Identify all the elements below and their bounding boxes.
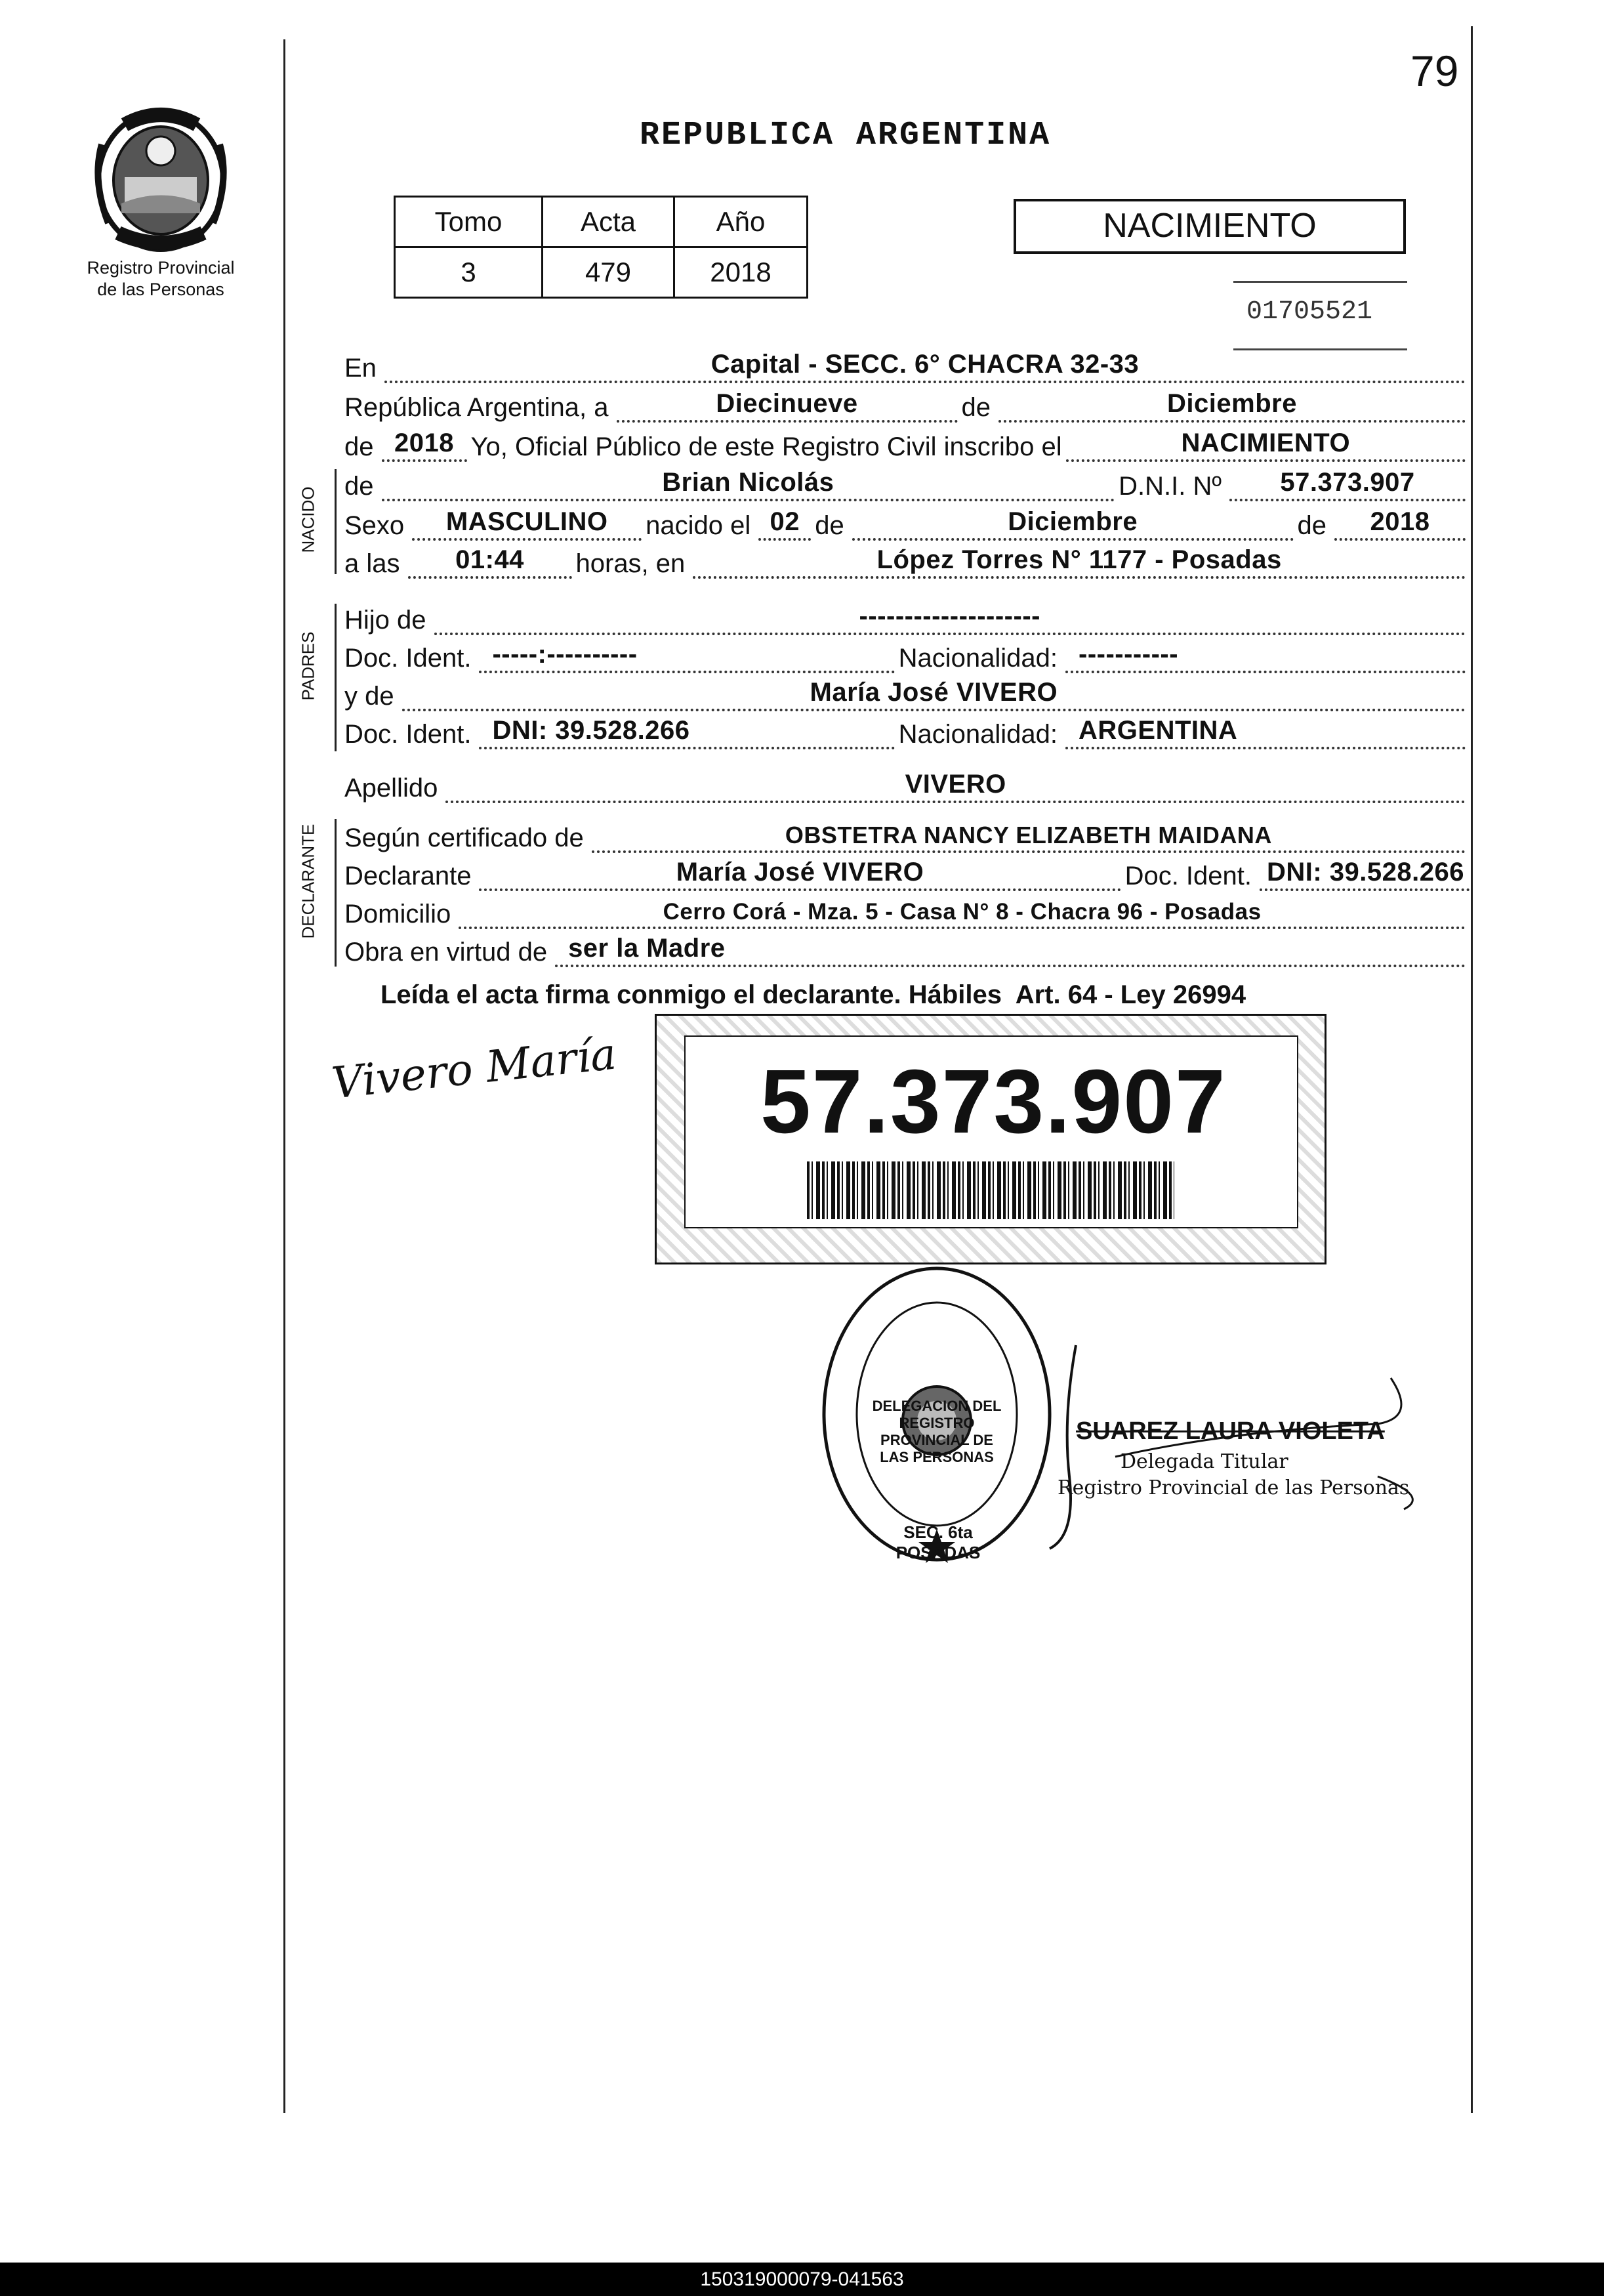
hijo-label: Hijo de <box>344 606 426 635</box>
padres-section-line <box>335 604 337 751</box>
dom-field <box>459 899 1466 929</box>
sexo-value: MASCULINO <box>445 507 608 536</box>
row-domicilio <box>344 892 1470 929</box>
org-line2: de las Personas <box>97 280 224 299</box>
row-certificado <box>344 816 1470 853</box>
sexo-label: Sexo <box>344 511 405 540</box>
register-table <box>394 196 808 299</box>
mother-nat-value: ARGENTINA <box>1079 716 1238 745</box>
birth-day-value: 02 <box>770 507 800 536</box>
dni-sticker-number: 57.373.907 <box>760 1051 1227 1152</box>
rep-label: República Argentina, a <box>344 393 609 422</box>
province-crest-icon <box>85 105 236 256</box>
org-name <box>59 257 262 301</box>
dom-label: Domicilio <box>344 900 451 929</box>
register-value-row <box>395 247 808 298</box>
dni-sticker-inner <box>684 1035 1298 1228</box>
father-field <box>434 602 1466 635</box>
decl-doc-field <box>1260 858 1470 891</box>
left-margin-line <box>283 39 285 2113</box>
sexo-field <box>412 507 642 541</box>
decl-doc-label: Doc. Ident. <box>1124 862 1252 890</box>
row-sexo <box>344 504 1470 541</box>
de-label: de <box>961 393 991 422</box>
barcode-icon <box>807 1161 1174 1219</box>
row-obra <box>344 930 1470 967</box>
year-field <box>382 428 467 462</box>
serial-number: 01705521 <box>1246 297 1373 327</box>
officer-org: Registro Provincial de las Personas <box>1058 1476 1410 1499</box>
declarante-section-line <box>335 819 337 967</box>
dom-value: Cerro Corá - Mza. 5 - Casa N° 8 - Chacra 96 - Posadas <box>663 899 1262 925</box>
en-label: En <box>344 354 377 383</box>
cert-value: OBSTETRA NANCY ELIZABETH MAIDANA <box>785 822 1272 848</box>
father-nat-label: Nacionalidad: <box>898 644 1058 673</box>
decl-doc-value: DNI: 39.528.266 <box>1266 858 1464 887</box>
document-title: REPUBLICA ARGENTINA <box>640 117 1052 154</box>
anio-value: 2018 <box>674 247 808 298</box>
mother-doc-field <box>479 716 894 749</box>
row-en <box>344 346 1470 383</box>
name-field <box>382 468 1115 501</box>
birth-month-field <box>852 507 1294 541</box>
father-doc-field <box>479 640 894 673</box>
obra-value: ser la Madre <box>568 934 726 963</box>
name-value: Brian Nicolás <box>662 468 834 497</box>
decl-value: María José VIVERO <box>676 858 924 887</box>
de-label-2: de <box>344 432 374 461</box>
row-hijo <box>344 598 1470 635</box>
officer-title: Delegada Titular <box>1121 1450 1288 1473</box>
time-field <box>408 545 572 579</box>
birth-day-field <box>758 507 811 541</box>
place-value: López Torres N° 1177 - Posadas <box>876 545 1282 574</box>
cert-label: Según certificado de <box>344 824 584 852</box>
decl-field <box>479 858 1121 891</box>
page-number: 79 <box>1410 47 1459 95</box>
act-type-box: NACIMIENTO <box>1014 199 1406 254</box>
day-value: Diecinueve <box>716 389 858 418</box>
anio-header: Año <box>674 197 808 247</box>
officer-signature-stroke-icon <box>1037 1339 1430 1555</box>
right-margin-line <box>1471 26 1473 2113</box>
apellido-field <box>445 770 1466 803</box>
mother-field <box>402 678 1466 711</box>
org-line1: Registro Provincial <box>87 258 235 278</box>
footer-code: 150319000079-041563 <box>0 2263 1604 2296</box>
alas-label: a las <box>344 549 400 578</box>
declarante-section-label: DECLARANTE <box>298 824 318 939</box>
time-value: 01:44 <box>455 545 524 574</box>
tomo-value: 3 <box>395 247 543 298</box>
father-nat-value: ----------- <box>1079 640 1179 669</box>
row-mother-doc <box>344 713 1470 749</box>
dni-value: 57.373.907 <box>1280 468 1415 497</box>
oficial-text: Yo, Oficial Público de este Registro Civil inscribo el <box>470 432 1062 461</box>
en-value: Capital - SECC. 6° CHACRA 32-33 <box>710 350 1140 379</box>
officer-name: SUAREZ LAURA VIOLETA <box>1076 1417 1385 1445</box>
cert-field <box>592 823 1466 853</box>
birth-year-value: 2018 <box>1370 507 1430 536</box>
apellido-label: Apellido <box>344 774 438 803</box>
mother-nat-field <box>1065 716 1466 749</box>
dni-field <box>1229 468 1466 501</box>
obra-label: Obra en virtud de <box>344 938 548 967</box>
seal-inner-text: SEC. 6ta POSADAS <box>895 1522 981 1562</box>
dni-sticker <box>655 1014 1326 1264</box>
place-field <box>693 545 1466 579</box>
declarant-signature: Vivero María <box>329 1028 619 1109</box>
nacido-de-label: de <box>344 472 374 501</box>
row-hora <box>344 542 1470 579</box>
father-nat-field <box>1065 640 1466 673</box>
birth-month-value: Diciembre <box>1008 507 1138 536</box>
horas-label: horas, en <box>575 549 686 578</box>
row-nacido-nombre <box>344 465 1470 501</box>
day-field <box>617 389 958 423</box>
year-value: 2018 <box>394 428 454 457</box>
nacido-section-line <box>335 469 337 574</box>
type-value: NACIMIENTO <box>1181 428 1351 457</box>
row-fecha <box>344 386 1470 423</box>
row-declarante <box>344 854 1470 891</box>
dni-label: D.N.I. Nº <box>1119 472 1222 501</box>
mother-doc-value: DNI: 39.528.266 <box>492 716 690 745</box>
type-field <box>1066 428 1466 462</box>
mother-doc-label: Doc. Ident. <box>344 720 472 749</box>
serial-box <box>1233 281 1407 350</box>
birth-de-label: de <box>815 511 844 540</box>
nacido-el-label: nacido el <box>646 511 751 540</box>
birth-year-field <box>1334 507 1466 541</box>
month-field <box>998 389 1466 423</box>
closing-text: Leída el acta firma conmigo el declarante. Hábiles Art. 64 - Ley 26994 <box>380 980 1246 1009</box>
padres-section-label: PADRES <box>298 631 318 701</box>
yde-label: y de <box>344 682 394 711</box>
birth-de-label-2: de <box>1297 511 1326 540</box>
father-doc-label: Doc. Ident. <box>344 644 472 673</box>
row-apellido <box>344 766 1470 803</box>
acta-header: Acta <box>543 197 674 247</box>
nacido-section-label: NACIDO <box>298 486 318 553</box>
seal-ring-text: DELEGACION DEL REGISTRO PROVINCIAL DE LAS PERSONAS <box>872 1398 1002 1465</box>
row-mother <box>344 675 1470 711</box>
register-header-row <box>395 197 808 247</box>
father-name-value: -------------------- <box>859 602 1040 631</box>
tomo-header: Tomo <box>395 197 543 247</box>
row-oficial <box>344 425 1470 462</box>
acta-value: 479 <box>543 247 674 298</box>
father-doc-value: -----:---------- <box>492 640 638 669</box>
mother-name-value: María José VIVERO <box>810 678 1058 707</box>
apellido-value: VIVERO <box>905 770 1006 799</box>
obra-field <box>555 934 1466 967</box>
month-value: Diciembre <box>1167 389 1297 418</box>
en-field <box>384 350 1466 383</box>
mother-nat-label: Nacionalidad: <box>898 720 1058 749</box>
decl-label: Declarante <box>344 862 472 890</box>
row-father-doc <box>344 637 1470 673</box>
